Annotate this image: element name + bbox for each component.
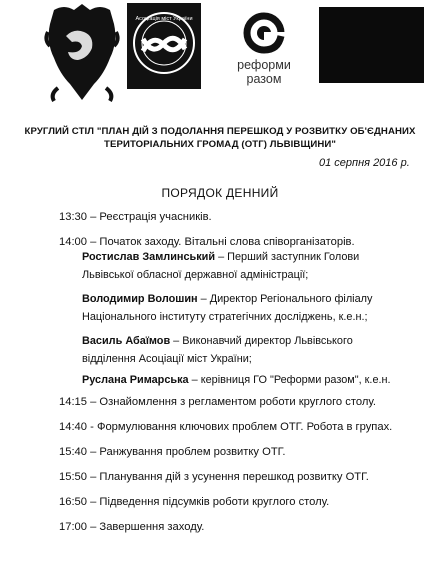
agenda-item: 17:00 – Завершення заходу. (59, 521, 205, 533)
agenda-item: 14:15 – Ознайомлення з регламентом роботи круглого столу. (59, 396, 376, 408)
title-line-2: ТЕРИТОРІАЛЬНИХ ГРОМАД (ОТГ) ЛЬВІВЩИНИ" (103, 139, 337, 150)
speaker-role: – Виконавчий директор Львівського (170, 335, 353, 347)
speaker-entry (82, 291, 372, 326)
agenda-item: 14:40 - Формулювання ключових проблем ОТГ. Робота в групах. (59, 421, 393, 433)
redaction-block (319, 7, 424, 83)
title-line-1: КРУГЛИЙ СТІЛ "ПЛАН ДІЙ З ПОДОЛАННЯ ПЕРЕШКОД У РОЗВИТКУ ОБ'ЄДНАНИХ (24, 126, 416, 137)
speaker-role: – керівниця ГО "Реформи разом", к.е.н. (188, 374, 391, 386)
speaker-name: Василь Абаїмов (82, 335, 171, 347)
speaker-role-cont: відділення Асоціації міст України; (82, 352, 252, 365)
speaker-role-cont: Львівської обласної державної адміністрації; (82, 268, 309, 281)
coat-of-arms-icon (44, 2, 120, 102)
agenda-item: 15:40 – Ранжування проблем розвитку ОТГ. (59, 446, 286, 458)
event-date: 01 серпня 2016 р. (319, 157, 410, 169)
reform-logo-line2: разом (246, 72, 282, 86)
agenda-item: 13:30 – Реєстрація учасників. (59, 211, 212, 223)
reform-ring-icon (222, 12, 306, 56)
reform-logo-line1: реформи (237, 58, 291, 72)
agenda-item: 16:50 – Підведення підсумків роботи круглого столу. (59, 496, 330, 508)
agenda-title: ПОРЯДОК ДЕННИЙ (161, 186, 279, 200)
association-logo (127, 3, 201, 89)
reform-logo (222, 12, 306, 100)
speaker-role: – Перший заступник Голови (215, 251, 360, 263)
speaker-name: Ростислав Замлинський (82, 251, 216, 263)
speaker-entry (82, 372, 391, 390)
speaker-name: Володимир Волошин (82, 293, 198, 305)
agenda-item: 14:00 – Початок заходу. Вітальні слова співорганізаторів. (59, 236, 355, 248)
speaker-entry (82, 333, 353, 368)
speaker-entry (82, 249, 359, 284)
speaker-name: Руслана Римарська (82, 374, 189, 386)
association-logo-text: Асоціація міст України (135, 16, 193, 22)
speaker-role-cont: Національного інституту стратегічних досліджень, к.е.н.; (82, 310, 368, 323)
agenda-item: 15:50 – Планування дій з усунення перешкод розвитку ОТГ. (59, 471, 369, 483)
speaker-role: – Директор Регіонального філіалу (197, 293, 373, 305)
